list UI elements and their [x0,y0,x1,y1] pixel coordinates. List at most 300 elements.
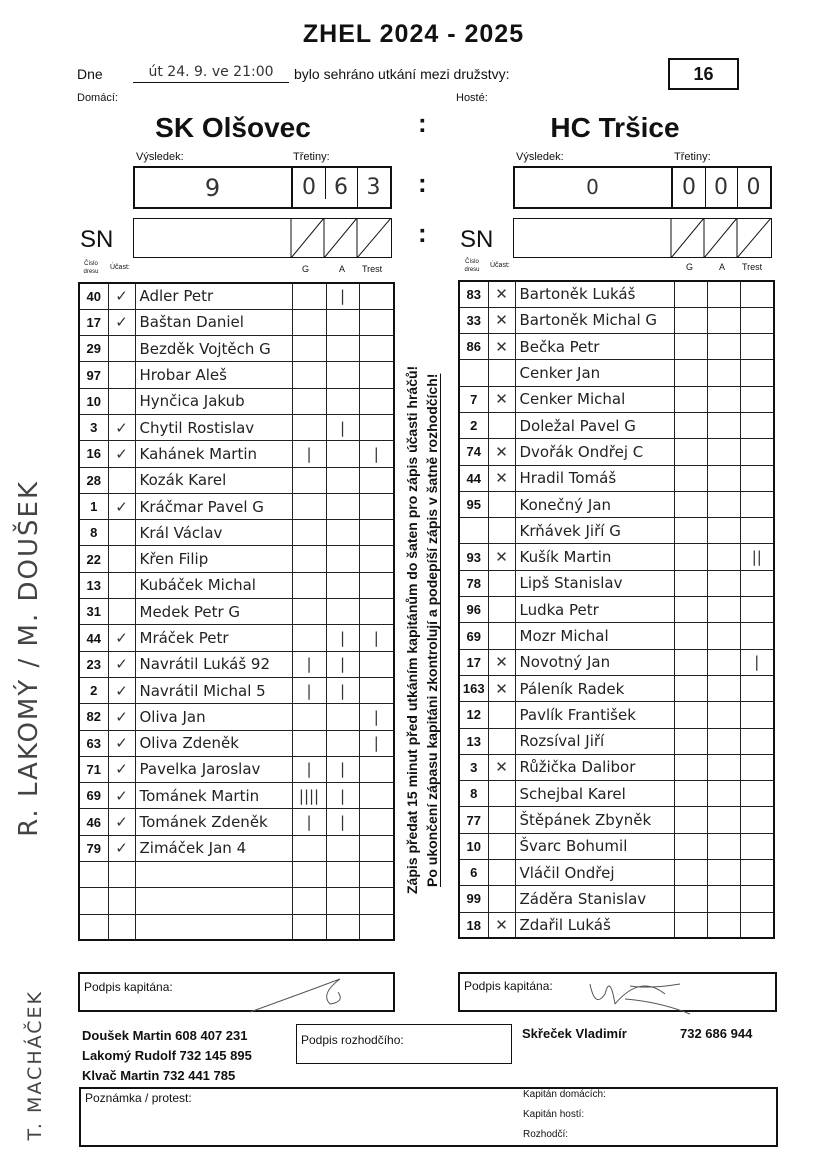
away-roster-row [459,544,774,570]
away-player-t [740,807,774,833]
home-player-g [292,520,326,546]
away-player-t: || [740,544,774,570]
away-player-num: 8 [459,781,488,807]
away-player-a [707,465,740,491]
home-player-t [359,362,394,388]
home-player-t [359,493,394,519]
away-player-mark: ✕ [488,675,515,701]
away-result-label: Výsledek: [516,151,564,163]
away-col-number: Číslo dresu [464,259,480,273]
away-player-t [740,886,774,912]
home-player-name: Tománek Martin [135,783,292,809]
away-player-a [707,886,740,912]
away-player-a [707,912,740,938]
away-player-a [707,281,740,307]
away-player-g [674,860,707,886]
away-player-num: 78 [459,570,488,596]
home-player-g [292,493,326,519]
referee-2: Lakomý Rudolf 732 145 895 [82,1048,252,1063]
home-player-a: | [326,283,359,309]
home-player-g [292,388,326,414]
away-player-a [707,386,740,412]
away-player-num: 95 [459,491,488,517]
home-player-num: 10 [79,388,108,414]
home-col-g: G [302,264,310,274]
home-player-a [326,730,359,756]
home-player-a [326,862,359,888]
away-roster-row [459,728,774,754]
away-player-name: Kušík Martin [515,544,674,570]
away-player-name: Rozsíval Jiří [515,728,674,754]
notice-line-2: Po ukončení zápasu kapitáni zkontrolují a podepíší zápis v šatně rozhodčích! [424,373,440,887]
home-player-t [359,651,394,677]
away-roster-table [458,280,775,939]
away-player-a [707,623,740,649]
home-player-t [359,862,394,888]
away-player-a [707,833,740,859]
away-player-a [707,360,740,386]
home-player-mark: ✓ [108,704,135,730]
home-player-mark: ✓ [108,730,135,756]
home-player-mark: ✓ [108,414,135,440]
home-player-name: Oliva Jan [135,704,292,730]
away-player-g [674,570,707,596]
away-roster-row [459,412,774,438]
away-player-t [740,675,774,701]
home-player-mark [108,862,135,888]
away-player-mark [488,570,515,596]
away-player-a [707,334,740,360]
away-label: Hosté: [456,92,488,104]
home-player-name [135,888,292,914]
away-captain-label: Podpis kapitána: [464,979,553,993]
away-player-num: 163 [459,675,488,701]
away-player-name: Vláčil Ondřej [515,860,674,886]
away-player-a [707,649,740,675]
away-player-mark [488,860,515,886]
home-player-num: 71 [79,756,108,782]
away-player-name: Bečka Petr [515,334,674,360]
home-roster-row [79,414,394,440]
away-player-name: Krňávek Jiří G [515,518,674,544]
home-player-t [359,309,394,335]
away-player-g [674,597,707,623]
home-player-t [359,414,394,440]
away-player-num: 2 [459,412,488,438]
home-roster-row [79,493,394,519]
home-player-num: 8 [79,520,108,546]
margin-note-referees: R. LAKOMÝ / M. DOUŠEK [14,480,44,837]
away-player-g [674,518,707,544]
home-player-num [79,914,108,940]
away-roster-row [459,570,774,596]
home-result-label: Výsledek: [136,151,184,163]
home-player-mark [108,362,135,388]
away-player-mark: ✕ [488,649,515,675]
away-player-a [707,518,740,544]
away-player-g [674,360,707,386]
away-period-3: 0 [746,175,761,200]
home-player-num: 40 [79,283,108,309]
away-player-a [707,439,740,465]
away-player-g [674,728,707,754]
away-player-g [674,833,707,859]
away-player-mark [488,728,515,754]
home-player-g [292,572,326,598]
away-roster-row [459,307,774,333]
referee-signature-box [296,1024,512,1064]
home-period-1: 0 [293,168,326,199]
home-player-name: Kráčmar Pavel G [135,493,292,519]
referee-signature-label: Podpis rozhodčího: [301,1033,404,1047]
home-player-name: Kahánek Martin [135,441,292,467]
home-player-a [326,835,359,861]
home-roster-row [79,783,394,809]
away-roster-row [459,675,774,701]
home-player-name: Kozák Karel [135,467,292,493]
home-player-a: | [326,625,359,651]
away-player-name: Cenker Jan [515,360,674,386]
home-player-mark [108,520,135,546]
away-player-g [674,386,707,412]
away-roster-row [459,649,774,675]
home-player-g: | [292,651,326,677]
away-player-num [459,360,488,386]
home-player-t [359,467,394,493]
home-col-number: Číslo dresu [83,261,99,275]
home-player-mark [108,388,135,414]
home-player-t [359,835,394,861]
home-player-num: 31 [79,599,108,625]
away-player-a [707,754,740,780]
away-player-a [707,675,740,701]
away-player-name: Schejbal Karel [515,781,674,807]
away-player-name: Švarc Bohumil [515,833,674,859]
home-player-a [326,467,359,493]
away-period-1: 0 [673,168,706,207]
away-player-t [740,754,774,780]
referee-1: Doušek Martin 608 407 231 [82,1028,248,1043]
away-player-g [674,781,707,807]
away-player-t [740,623,774,649]
home-player-g [292,599,326,625]
away-player-name: Hradil Tomáš [515,465,674,491]
away-roster-row [459,833,774,859]
home-player-g [292,546,326,572]
home-player-name: Baštan Daniel [135,309,292,335]
away-player-a [707,860,740,886]
away-player-mark: ✕ [488,281,515,307]
away-player-t [740,281,774,307]
home-player-mark [108,336,135,362]
away-sn-box [513,218,772,258]
away-player-mark [488,491,515,517]
home-player-num: 2 [79,677,108,703]
away-periods-label: Třetiny: [674,151,711,163]
home-player-a: | [326,651,359,677]
home-player-t: | [359,704,394,730]
away-player-t [740,597,774,623]
home-roster-row [79,546,394,572]
away-player-name: Ludka Petr [515,597,674,623]
home-player-mark: ✓ [108,309,135,335]
home-player-mark [108,572,135,598]
home-player-num: 63 [79,730,108,756]
home-player-a [326,362,359,388]
home-sn-box [133,218,392,258]
away-roster-row [459,912,774,938]
home-roster-row [79,704,394,730]
home-player-name: Král Václav [135,520,292,546]
away-player-a [707,597,740,623]
home-player-name: Hrobar Aleš [135,362,292,388]
away-player-num: 77 [459,807,488,833]
home-player-a [326,441,359,467]
away-player-t [740,518,774,544]
home-player-t [359,599,394,625]
away-player-name: Doležal Pavel G [515,412,674,438]
away-player-mark [488,781,515,807]
away-roster-row [459,623,774,649]
home-player-t [359,520,394,546]
away-player-num: 12 [459,702,488,728]
away-player-name: Dvořák Ondřej C [515,439,674,465]
home-player-g [292,467,326,493]
away-player-g [674,675,707,701]
home-player-num: 16 [79,441,108,467]
home-player-num: 97 [79,362,108,388]
away-player-num: 18 [459,912,488,938]
sn-separator: : [418,218,427,248]
margin-note-bottom: T. MACHÁČEK [24,990,46,1141]
away-player-mark [488,360,515,386]
away-player-a [707,491,740,517]
home-player-a [326,599,359,625]
team-separator: : [418,108,427,138]
home-captain-label: Podpis kapitána: [84,980,173,994]
home-roster-table [78,282,395,941]
away-player-num: 7 [459,386,488,412]
home-roster-row [79,283,394,309]
home-player-a: | [326,783,359,809]
home-roster-row [79,336,394,362]
away-player-num: 69 [459,623,488,649]
home-player-a [326,520,359,546]
away-player-g [674,307,707,333]
home-player-t: | [359,730,394,756]
away-player-name: Štěpánek Zbyněk [515,807,674,833]
away-player-t: | [740,649,774,675]
home-player-t [359,283,394,309]
home-player-g [292,862,326,888]
away-player-num: 17 [459,649,488,675]
away-player-mark: ✕ [488,465,515,491]
home-player-name: Adler Petr [135,283,292,309]
home-sn-diagonals [133,218,392,258]
home-player-g [292,414,326,440]
away-roster-row [459,781,774,807]
away-col-a: A [719,262,726,272]
home-player-a [326,546,359,572]
away-player-num: 6 [459,860,488,886]
away-player-g [674,412,707,438]
home-player-name: Chytil Rostislav [135,414,292,440]
home-roster-row [79,809,394,835]
away-player-t [740,833,774,859]
away-roster-row [459,334,774,360]
home-player-name: Tománek Zdeněk [135,809,292,835]
away-player-mark: ✕ [488,334,515,360]
away-player-num: 3 [459,754,488,780]
home-roster-row [79,625,394,651]
date-value: út 24. 9. ve 21:00 [133,64,289,83]
away-player-a [707,544,740,570]
away-player-num: 83 [459,281,488,307]
home-player-t [359,809,394,835]
home-player-t [359,888,394,914]
away-roster-row [459,518,774,544]
away-player-g [674,807,707,833]
home-player-num: 23 [79,651,108,677]
away-player-mark: ✕ [488,544,515,570]
notes-referee: Rozhodčí: [523,1129,569,1140]
notes-label: Poznámka / protest: [85,1091,192,1105]
away-captain-box [458,972,777,1012]
home-roster-row [79,862,394,888]
home-player-g [292,362,326,388]
home-player-name: Bezděk Vojtěch G [135,336,292,362]
home-player-g: |||| [292,783,326,809]
home-player-name: Medek Petr G [135,599,292,625]
away-roster-row [459,491,774,517]
home-player-g [292,704,326,730]
home-col-a: A [339,264,346,274]
away-roster-row [459,807,774,833]
home-player-name: Mráček Petr [135,625,292,651]
home-roster-row [79,756,394,782]
away-player-name: Novotný Jan [515,649,674,675]
away-player-g [674,754,707,780]
home-player-a: | [326,809,359,835]
away-player-mark: ✕ [488,386,515,412]
notes-box [79,1087,778,1147]
away-player-g [674,702,707,728]
home-player-num: 46 [79,809,108,835]
home-player-g [292,730,326,756]
home-player-g [292,835,326,861]
away-roster-row [459,754,774,780]
home-player-t: | [359,625,394,651]
away-player-t [740,860,774,886]
notice-line-1: Zápis předat 15 minut před utkáním kapitánům do šaten pro zápis účasti hráčů! [404,365,420,895]
home-player-name: Navrátil Lukáš 92 [135,651,292,677]
home-team-name: SK Olšovec [155,112,311,143]
away-player-num [459,518,488,544]
home-player-num: 3 [79,414,108,440]
home-player-name [135,862,292,888]
away-period-2: 0 [705,168,738,207]
away-player-num: 99 [459,886,488,912]
away-team-name: HC Tršice [550,112,680,143]
away-player-t [740,412,774,438]
away-roster-row [459,886,774,912]
away-player-mark [488,518,515,544]
away-roster-row [459,465,774,491]
home-player-a [326,914,359,940]
home-player-a [326,309,359,335]
home-player-name [135,914,292,940]
away-player-a [707,307,740,333]
home-player-t [359,914,394,940]
home-player-t [359,677,394,703]
home-roster-row [79,520,394,546]
away-player-mark [488,807,515,833]
sheet-title: ZHEL 2024 - 2025 [302,20,525,48]
home-roster-row [79,441,394,467]
away-player-g [674,912,707,938]
away-player-name: Lipš Stanislav [515,570,674,596]
away-player-t [740,570,774,596]
result-separator: : [418,168,427,198]
notes-home-captain: Kapitán domácích: [523,1089,606,1100]
home-player-g: | [292,756,326,782]
home-player-a [326,704,359,730]
away-player-mark [488,833,515,859]
away-player-g [674,886,707,912]
home-player-mark: ✓ [108,677,135,703]
home-roster-row [79,651,394,677]
home-player-g [292,283,326,309]
home-period-3: 3 [366,175,381,200]
home-player-t [359,546,394,572]
home-roster-row [79,388,394,414]
away-col-g: G [686,262,694,272]
home-player-mark [108,888,135,914]
away-player-name: Zdařil Lukáš [515,912,674,938]
away-player-num: 74 [459,439,488,465]
home-player-mark [108,467,135,493]
away-player-g [674,281,707,307]
home-result-box [133,166,392,209]
away-player-g [674,623,707,649]
away-sn-label: SN [460,226,494,253]
home-player-num: 13 [79,572,108,598]
home-player-t [359,756,394,782]
home-player-num [79,888,108,914]
away-player-mark: ✕ [488,307,515,333]
away-player-t [740,781,774,807]
home-captain-signature [230,974,390,1014]
away-player-g [674,439,707,465]
home-roster-row [79,888,394,914]
home-player-mark [108,599,135,625]
home-player-t: | [359,441,394,467]
home-player-mark: ✓ [108,651,135,677]
away-player-num: 96 [459,597,488,623]
other-official-name: Skřeček Vladimír [522,1026,627,1041]
home-player-num: 17 [79,309,108,335]
away-player-mark [488,702,515,728]
away-result-box [513,166,772,209]
away-player-num: 10 [459,833,488,859]
home-player-mark: ✓ [108,783,135,809]
away-player-a [707,807,740,833]
away-roster-row [459,439,774,465]
away-player-t [740,465,774,491]
home-player-num: 29 [79,336,108,362]
home-player-t [359,388,394,414]
home-player-name: Oliva Zdeněk [135,730,292,756]
